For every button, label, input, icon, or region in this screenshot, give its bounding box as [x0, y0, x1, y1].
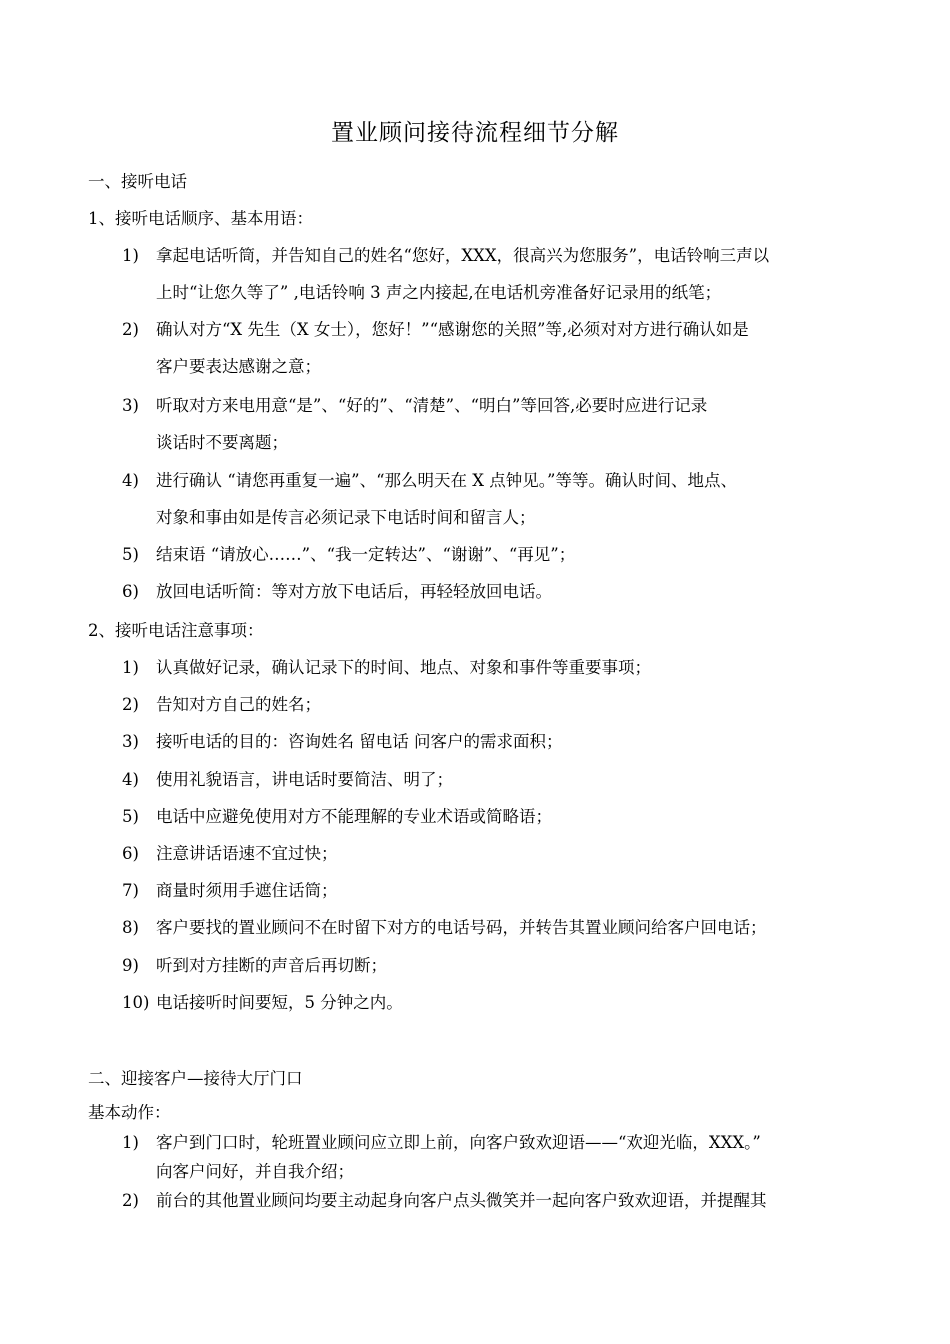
- list-item-text: 客户到门口时，轮班置业顾问应立即上前，向客户致欢迎语——“欢迎光临，XXX。”: [156, 1133, 761, 1152]
- list-item-text: 结束语 “请放心……”、“我一定转达”、“谢谢”、“再见”；: [156, 545, 576, 564]
- list-item-text: 告知对方自己的姓名；: [156, 695, 321, 714]
- list-item-number: 2): [122, 320, 139, 339]
- list-item-text: 认真做好记录，确认记录下的时间、地点、对象和事件等重要事项；: [156, 658, 651, 677]
- list-item-text: 商量时须用手遮住话筒；: [156, 881, 338, 900]
- list-item-number: 8): [122, 918, 139, 937]
- list-item-text-cont: 上时“让您久等了” ,电话铃响 3 声之内接起,在电话机旁准备好记录用的纸笔；: [156, 283, 722, 302]
- list-item-text: 放回电话听简：等对方放下电话后，再轻轻放回电话。: [156, 582, 552, 601]
- list-item-text: 听取对方来电用意“是”、“好的”、“清楚”、“明白”等回答,必要时应进行记录: [156, 396, 708, 415]
- list-item-text-cont: 对象和事由如是传言必须记录下电话时间和留言人；: [156, 508, 536, 527]
- list-item-number: 1): [122, 658, 139, 677]
- list-item-number: 7): [122, 881, 139, 900]
- list-item-text: 确认对方“X 先生（X 女士），您好！”“感谢您的关照”等,必须对对方进行确认如是: [156, 320, 749, 339]
- list-item-number: 3): [122, 732, 139, 751]
- list-item-text: 使用礼貌语言，讲电话时要简洁、明了；: [156, 770, 453, 789]
- document-title: 置业顾问接待流程细节分解: [331, 120, 619, 146]
- list-item-number: 10): [122, 993, 150, 1012]
- list-item-number: 1): [122, 1133, 139, 1152]
- list-item-text: 注意讲话语速不宜过快；: [156, 844, 338, 863]
- list-item-text: 拿起电话听筒，并告知自己的姓名“您好，XXX，很高兴为您服务”，电话铃响三声以: [156, 246, 770, 265]
- list-item-number: 5): [122, 545, 139, 564]
- list-item-text: 前台的其他置业顾问均要主动起身向客户点头微笑并一起向客户致欢迎语，并提醒其: [156, 1191, 767, 1210]
- list-item-text: 进行确认 “请您再重复一遍”、“那么明天在 X 点钟见。”等等。确认时间、地点、: [156, 471, 737, 490]
- basic-actions-label: 基本动作：: [88, 1103, 171, 1122]
- list-item-number: 9): [122, 956, 139, 975]
- subsection-heading-phone-notes: 2、接听电话注意事项：: [88, 621, 264, 640]
- list-item-text-cont: 向客户问好，并自我介绍；: [156, 1162, 354, 1181]
- list-item-number: 2): [122, 695, 139, 714]
- section-heading-greet-customer: 二、迎接客户—接待大厅门口: [88, 1069, 303, 1088]
- list-item-number: 3): [122, 396, 139, 415]
- list-item-number: 6): [122, 582, 139, 601]
- list-item-number: 1): [122, 246, 139, 265]
- list-item-number: 6): [122, 844, 139, 863]
- list-item-text: 接听电话的目的：咨询姓名 留电话 问客户的需求面积；: [156, 732, 563, 751]
- list-item-text: 电话中应避免使用对方不能理解的专业术语或简略语；: [156, 807, 552, 826]
- list-item-number: 4): [122, 770, 139, 789]
- list-item-text-cont: 谈话时不要离题；: [156, 433, 288, 452]
- section-heading-answer-phone: 一、接听电话: [88, 172, 187, 191]
- list-item-number: 5): [122, 807, 139, 826]
- list-item-text: 客户要找的置业顾问不在时留下对方的电话号码，并转告其置业顾问给客户回电话；: [156, 918, 767, 937]
- list-item-text: 电话接听时间要短，5 分钟之内。: [156, 993, 403, 1012]
- list-item-text-cont: 客户要表达感谢之意；: [156, 357, 321, 376]
- subsection-heading-phone-order: 1、接听电话顺序、基本用语：: [88, 209, 313, 228]
- list-item-number: 4): [122, 471, 139, 490]
- list-item-number: 2): [122, 1191, 139, 1210]
- list-item-text: 听到对方挂断的声音后再切断；: [156, 956, 387, 975]
